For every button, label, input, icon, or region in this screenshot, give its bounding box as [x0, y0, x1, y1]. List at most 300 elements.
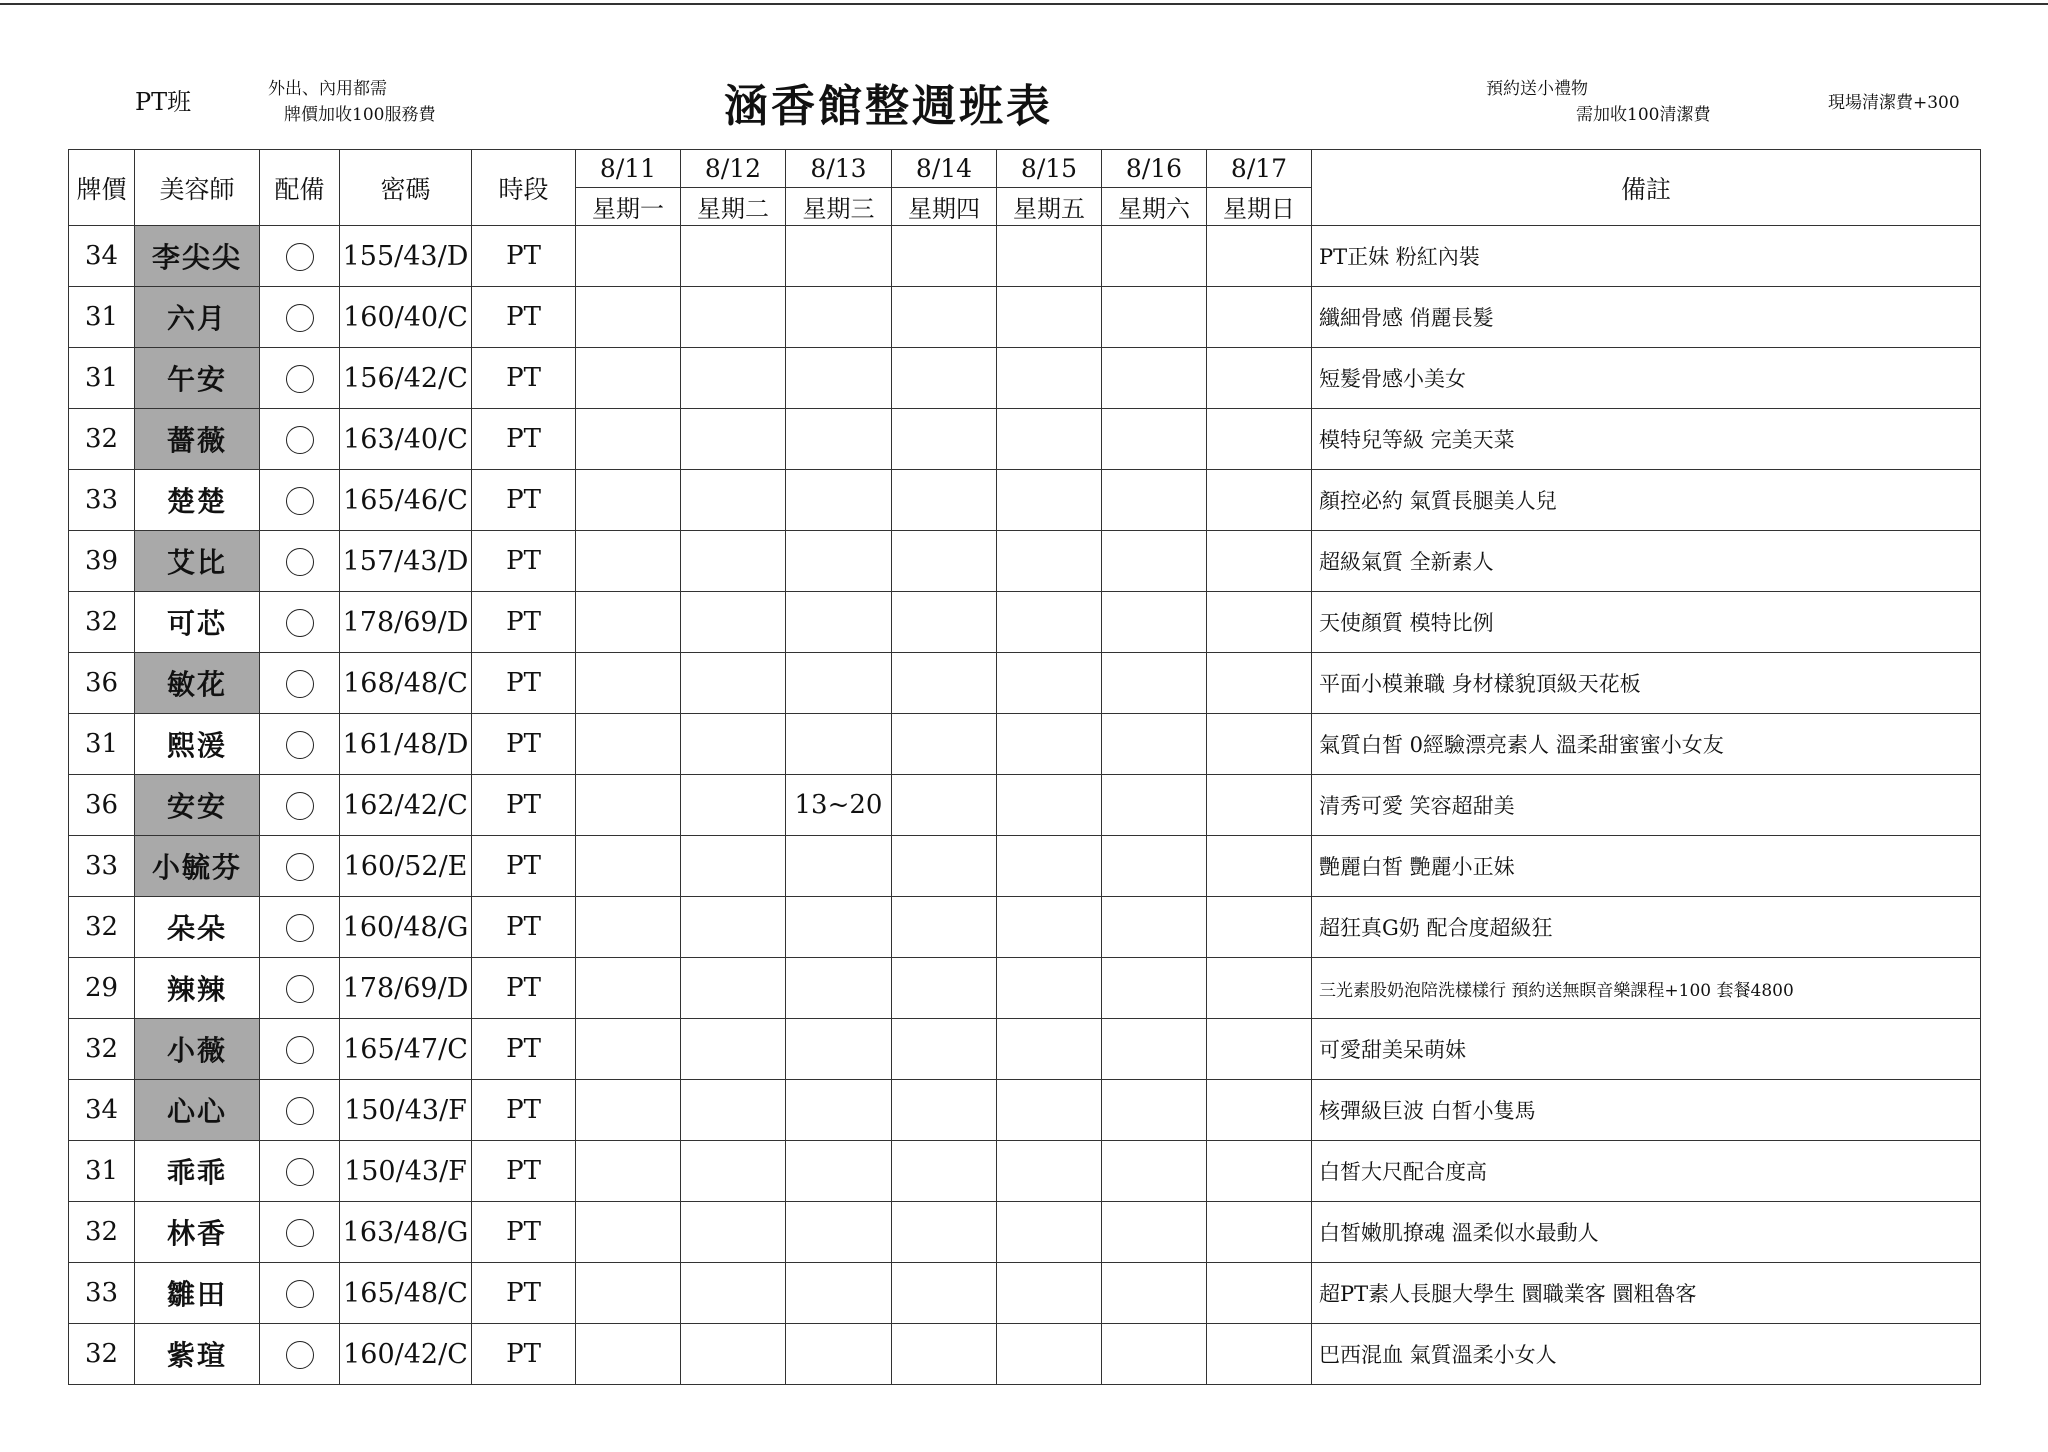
table-row [69, 1202, 1981, 1263]
beautician-name-cell: 紫瑄 [135, 1324, 260, 1385]
col-header-weekday: 星期三 [786, 188, 892, 226]
circle-mark-icon [286, 1219, 314, 1247]
day-schedule-cell [786, 409, 892, 470]
beautician-name-cell: 可芯 [135, 592, 260, 653]
day-schedule-cell [1102, 348, 1207, 409]
col-header-remarks: 備註 [1312, 150, 1981, 226]
circle-mark-icon [286, 365, 314, 393]
remark-cell: 艷麗白皙 艷麗小正妹 [1312, 836, 1981, 897]
circle-mark-icon [286, 1280, 314, 1308]
price-cell: 32 [69, 897, 135, 958]
price-cell: 33 [69, 1263, 135, 1324]
beautician-name-cell: 楚楚 [135, 470, 260, 531]
day-schedule-cell [892, 531, 997, 592]
day-schedule-cell [576, 1263, 681, 1324]
weekly-schedule-table [68, 149, 1981, 1385]
day-schedule-cell [892, 348, 997, 409]
day-schedule-cell [892, 897, 997, 958]
table-row [69, 1080, 1981, 1141]
day-schedule-cell [681, 470, 786, 531]
remark-cell: 超級氣質 全新素人 [1312, 531, 1981, 592]
day-schedule-cell [576, 470, 681, 531]
day-schedule-cell [576, 226, 681, 287]
day-schedule-cell [681, 409, 786, 470]
day-schedule-cell [576, 348, 681, 409]
period-cell: PT [472, 1324, 576, 1385]
day-schedule-cell [681, 1202, 786, 1263]
equip-cell [260, 836, 340, 897]
col-header-period: 時段 [472, 150, 576, 226]
circle-mark-icon [286, 243, 314, 271]
day-schedule-cell [1207, 775, 1312, 836]
remark-cell: 平面小模兼職 身材樣貌頂級天花板 [1312, 653, 1981, 714]
day-schedule-cell [892, 470, 997, 531]
day-schedule-cell [1102, 592, 1207, 653]
remark-cell: 顏控必約 氣質長腿美人兒 [1312, 470, 1981, 531]
day-schedule-cell [1102, 409, 1207, 470]
password-cell: 178/69/D [340, 592, 472, 653]
day-schedule-cell [892, 775, 997, 836]
day-schedule-cell [786, 531, 892, 592]
table-row [69, 226, 1981, 287]
table-row [69, 348, 1981, 409]
day-schedule-cell [786, 470, 892, 531]
remark-cell: 短髮骨感小美女 [1312, 348, 1981, 409]
day-schedule-cell [1207, 226, 1312, 287]
day-schedule-cell [997, 1263, 1102, 1324]
day-schedule-cell [892, 226, 997, 287]
password-cell: 178/69/D [340, 958, 472, 1019]
service-fee-note-line2: 牌價加收100服務費 [284, 105, 436, 125]
day-schedule-cell [786, 348, 892, 409]
password-cell: 161/48/D [340, 714, 472, 775]
equip-cell [260, 592, 340, 653]
table-row [69, 287, 1981, 348]
day-schedule-cell [1102, 1141, 1207, 1202]
day-schedule-cell [997, 775, 1102, 836]
period-cell: PT [472, 470, 576, 531]
beautician-name-cell: 李尖尖 [135, 226, 260, 287]
day-schedule-cell [997, 226, 1102, 287]
day-schedule-cell [1102, 897, 1207, 958]
table-row [69, 958, 1981, 1019]
circle-mark-icon [286, 1341, 314, 1369]
table-row [69, 775, 1981, 836]
day-schedule-cell [997, 592, 1102, 653]
period-cell: PT [472, 1080, 576, 1141]
equip-cell [260, 287, 340, 348]
table-row [69, 409, 1981, 470]
circle-mark-icon [286, 975, 314, 1003]
price-cell: 36 [69, 775, 135, 836]
equip-cell [260, 1019, 340, 1080]
day-schedule-cell [1102, 1019, 1207, 1080]
day-schedule-cell [1102, 653, 1207, 714]
day-schedule-cell [681, 287, 786, 348]
day-schedule-cell [681, 714, 786, 775]
circle-mark-icon [286, 914, 314, 942]
day-schedule-cell [892, 1324, 997, 1385]
table-row [69, 714, 1981, 775]
price-cell: 39 [69, 531, 135, 592]
col-header-equip: 配備 [260, 150, 340, 226]
day-schedule-cell [1102, 226, 1207, 287]
beautician-name-cell: 午安 [135, 348, 260, 409]
beautician-name-cell: 敏花 [135, 653, 260, 714]
remark-cell: 可愛甜美呆萌妹 [1312, 1019, 1981, 1080]
col-header-date: 8/17 [1207, 150, 1312, 188]
remark-cell: 核彈級巨波 白皙小隻馬 [1312, 1080, 1981, 1141]
schedule-body [69, 226, 1981, 1385]
day-schedule-cell [1207, 653, 1312, 714]
table-row [69, 531, 1981, 592]
password-cell: 157/43/D [340, 531, 472, 592]
day-schedule-cell [786, 1019, 892, 1080]
day-schedule-cell [997, 714, 1102, 775]
price-cell: 34 [69, 1080, 135, 1141]
day-schedule-cell [681, 897, 786, 958]
beautician-name-cell: 乖乖 [135, 1141, 260, 1202]
price-cell: 36 [69, 653, 135, 714]
day-schedule-cell [786, 592, 892, 653]
day-schedule-cell [1102, 775, 1207, 836]
circle-mark-icon [286, 731, 314, 759]
beautician-name-cell: 心心 [135, 1080, 260, 1141]
circle-mark-icon [286, 1036, 314, 1064]
remark-cell: 氣質白皙 0經驗漂亮素人 溫柔甜蜜蜜小女友 [1312, 714, 1981, 775]
table-row [69, 653, 1981, 714]
day-schedule-cell [576, 1080, 681, 1141]
day-schedule-cell [576, 592, 681, 653]
period-cell: PT [472, 531, 576, 592]
day-schedule-cell [576, 958, 681, 1019]
day-schedule-cell [576, 897, 681, 958]
day-schedule-cell [576, 287, 681, 348]
beautician-name-cell: 雛田 [135, 1263, 260, 1324]
day-schedule-cell [1207, 531, 1312, 592]
header-row-dates [69, 150, 1981, 188]
beautician-name-cell: 熙湲 [135, 714, 260, 775]
cleaning-fee-note: 現場清潔費+300 [1828, 93, 1960, 113]
day-schedule-cell [892, 653, 997, 714]
password-cell: 162/42/C [340, 775, 472, 836]
day-schedule-cell [681, 531, 786, 592]
equip-cell [260, 1141, 340, 1202]
day-schedule-cell [681, 348, 786, 409]
period-cell: PT [472, 836, 576, 897]
circle-mark-icon [286, 853, 314, 881]
equip-cell [260, 226, 340, 287]
day-schedule-cell [892, 1263, 997, 1324]
class-label: PT班 [135, 88, 192, 116]
day-schedule-cell [786, 226, 892, 287]
day-schedule-cell [1207, 714, 1312, 775]
beautician-name-cell: 小毓芬 [135, 836, 260, 897]
circle-mark-icon [286, 304, 314, 332]
equip-cell [260, 775, 340, 836]
password-cell: 168/48/C [340, 653, 472, 714]
day-schedule-cell [997, 1324, 1102, 1385]
price-cell: 33 [69, 470, 135, 531]
day-schedule-cell [1102, 1202, 1207, 1263]
price-cell: 31 [69, 714, 135, 775]
day-schedule-cell [786, 1202, 892, 1263]
day-schedule-cell [681, 1141, 786, 1202]
day-schedule-cell [892, 1141, 997, 1202]
circle-mark-icon [286, 426, 314, 454]
day-schedule-cell [892, 1080, 997, 1141]
day-schedule-cell [1207, 348, 1312, 409]
day-schedule-cell [1207, 1263, 1312, 1324]
col-header-date: 8/11 [576, 150, 681, 188]
price-cell: 34 [69, 226, 135, 287]
day-schedule-cell [892, 409, 997, 470]
password-cell: 165/48/C [340, 1263, 472, 1324]
remark-cell: 白皙嫩肌撩魂 溫柔似水最動人 [1312, 1202, 1981, 1263]
page-title: 涵香館整週班表 [724, 81, 1053, 132]
password-cell: 155/43/D [340, 226, 472, 287]
day-schedule-cell [576, 531, 681, 592]
day-schedule-cell [786, 1080, 892, 1141]
circle-mark-icon [286, 670, 314, 698]
remark-cell: 清秀可愛 笑容超甜美 [1312, 775, 1981, 836]
price-cell: 32 [69, 592, 135, 653]
day-schedule-cell [1102, 470, 1207, 531]
day-schedule-cell [576, 836, 681, 897]
col-header-weekday: 星期一 [576, 188, 681, 226]
period-cell: PT [472, 714, 576, 775]
col-header-price: 牌價 [69, 150, 135, 226]
circle-mark-icon [286, 1158, 314, 1186]
day-schedule-cell [1102, 1263, 1207, 1324]
day-schedule-cell [1102, 714, 1207, 775]
day-schedule-cell [681, 653, 786, 714]
remark-cell: 超狂真G奶 配合度超級狂 [1312, 897, 1981, 958]
price-cell: 31 [69, 287, 135, 348]
price-cell: 32 [69, 1019, 135, 1080]
day-schedule-cell [1207, 1019, 1312, 1080]
day-schedule-cell: 13~20 [786, 775, 892, 836]
price-cell: 31 [69, 348, 135, 409]
beautician-name-cell: 安安 [135, 775, 260, 836]
col-header-date: 8/14 [892, 150, 997, 188]
password-cell: 156/42/C [340, 348, 472, 409]
day-schedule-cell [997, 409, 1102, 470]
day-schedule-cell [681, 592, 786, 653]
circle-mark-icon [286, 1097, 314, 1125]
day-schedule-cell [786, 714, 892, 775]
period-cell: PT [472, 897, 576, 958]
day-schedule-cell [997, 1202, 1102, 1263]
day-schedule-cell [997, 897, 1102, 958]
table-row [69, 470, 1981, 531]
beautician-name-cell: 艾比 [135, 531, 260, 592]
day-schedule-cell [681, 1324, 786, 1385]
day-schedule-cell [1102, 1324, 1207, 1385]
password-cell: 163/48/G [340, 1202, 472, 1263]
day-schedule-cell [1207, 897, 1312, 958]
day-schedule-cell [576, 1019, 681, 1080]
table-row [69, 1019, 1981, 1080]
day-schedule-cell [576, 775, 681, 836]
col-header-date: 8/16 [1102, 150, 1207, 188]
day-schedule-cell [786, 1263, 892, 1324]
day-schedule-cell [786, 287, 892, 348]
beautician-name-cell: 薔薇 [135, 409, 260, 470]
day-schedule-cell [786, 958, 892, 1019]
day-schedule-cell [892, 592, 997, 653]
remark-cell: 纖細骨感 俏麗長髮 [1312, 287, 1981, 348]
equip-cell [260, 714, 340, 775]
password-cell: 150/43/F [340, 1080, 472, 1141]
day-schedule-cell [997, 287, 1102, 348]
day-schedule-cell [997, 470, 1102, 531]
col-header-weekday: 星期日 [1207, 188, 1312, 226]
period-cell: PT [472, 592, 576, 653]
price-cell: 32 [69, 1324, 135, 1385]
day-schedule-cell [1207, 1324, 1312, 1385]
day-schedule-cell [1102, 958, 1207, 1019]
password-cell: 160/42/C [340, 1324, 472, 1385]
beautician-name-cell: 朵朵 [135, 897, 260, 958]
equip-cell [260, 1324, 340, 1385]
day-schedule-cell [997, 531, 1102, 592]
day-schedule-cell [892, 836, 997, 897]
day-schedule-cell [1102, 836, 1207, 897]
price-cell: 31 [69, 1141, 135, 1202]
day-schedule-cell [576, 409, 681, 470]
equip-cell [260, 1263, 340, 1324]
day-schedule-cell [892, 287, 997, 348]
password-cell: 165/47/C [340, 1019, 472, 1080]
day-schedule-cell [1207, 836, 1312, 897]
day-schedule-cell [1207, 958, 1312, 1019]
day-schedule-cell [892, 714, 997, 775]
service-fee-note-line1: 外出、內用都需 [268, 79, 387, 99]
col-header-weekday: 星期四 [892, 188, 997, 226]
table-row [69, 1324, 1981, 1385]
day-schedule-cell [576, 1141, 681, 1202]
remark-cell: 超PT素人長腿大學生 圜職業客 圜粗魯客 [1312, 1263, 1981, 1324]
price-cell: 32 [69, 409, 135, 470]
circle-mark-icon [286, 548, 314, 576]
day-schedule-cell [1207, 1080, 1312, 1141]
day-schedule-cell [1207, 470, 1312, 531]
col-header-weekday: 星期五 [997, 188, 1102, 226]
circle-mark-icon [286, 792, 314, 820]
period-cell: PT [472, 409, 576, 470]
remark-cell: 天使顏質 模特比例 [1312, 592, 1981, 653]
equip-cell [260, 958, 340, 1019]
period-cell: PT [472, 775, 576, 836]
period-cell: PT [472, 287, 576, 348]
day-schedule-cell [997, 958, 1102, 1019]
day-schedule-cell [576, 653, 681, 714]
day-schedule-cell [786, 1324, 892, 1385]
equip-cell [260, 1202, 340, 1263]
price-cell: 33 [69, 836, 135, 897]
day-schedule-cell [681, 1019, 786, 1080]
beautician-name-cell: 林香 [135, 1202, 260, 1263]
day-schedule-cell [997, 348, 1102, 409]
day-schedule-cell [786, 653, 892, 714]
beautician-name-cell: 小薇 [135, 1019, 260, 1080]
day-schedule-cell [1207, 409, 1312, 470]
remark-cell: 模特兒等級 完美天菜 [1312, 409, 1981, 470]
reservation-note-line1: 預約送小禮物 [1486, 79, 1588, 99]
day-schedule-cell [892, 958, 997, 1019]
equip-cell [260, 470, 340, 531]
remark-cell: 白皙大尺配合度高 [1312, 1141, 1981, 1202]
col-header-date: 8/15 [997, 150, 1102, 188]
col-header-date: 8/12 [681, 150, 786, 188]
day-schedule-cell [997, 653, 1102, 714]
day-schedule-cell [576, 1324, 681, 1385]
day-schedule-cell [681, 1080, 786, 1141]
period-cell: PT [472, 1019, 576, 1080]
remark-cell: PT正妹 粉紅內裝 [1312, 226, 1981, 287]
day-schedule-cell [1102, 531, 1207, 592]
day-schedule-cell [892, 1019, 997, 1080]
equip-cell [260, 897, 340, 958]
day-schedule-cell [997, 1141, 1102, 1202]
table-row [69, 1141, 1981, 1202]
period-cell: PT [472, 1141, 576, 1202]
circle-mark-icon [286, 609, 314, 637]
day-schedule-cell [681, 226, 786, 287]
equip-cell [260, 653, 340, 714]
equip-cell [260, 1080, 340, 1141]
day-schedule-cell [681, 1263, 786, 1324]
day-schedule-cell [681, 775, 786, 836]
period-cell: PT [472, 653, 576, 714]
period-cell: PT [472, 1263, 576, 1324]
beautician-name-cell: 辣辣 [135, 958, 260, 1019]
col-header-date: 8/13 [786, 150, 892, 188]
day-schedule-cell [786, 897, 892, 958]
day-schedule-cell [576, 1202, 681, 1263]
col-header-weekday: 星期六 [1102, 188, 1207, 226]
password-cell: 165/46/C [340, 470, 472, 531]
table-row [69, 592, 1981, 653]
period-cell: PT [472, 958, 576, 1019]
day-schedule-cell [786, 1141, 892, 1202]
table-row [69, 836, 1981, 897]
period-cell: PT [472, 226, 576, 287]
day-schedule-cell [997, 1019, 1102, 1080]
password-cell: 160/40/C [340, 287, 472, 348]
period-cell: PT [472, 1202, 576, 1263]
day-schedule-cell [681, 836, 786, 897]
day-schedule-cell [1207, 1141, 1312, 1202]
table-row [69, 897, 1981, 958]
day-schedule-cell [786, 836, 892, 897]
day-schedule-cell [892, 1202, 997, 1263]
top-rule [0, 3, 2048, 5]
beautician-name-cell: 六月 [135, 287, 260, 348]
col-header-beautician: 美容師 [135, 150, 260, 226]
col-header-password: 密碼 [340, 150, 472, 226]
equip-cell [260, 348, 340, 409]
period-cell: PT [472, 348, 576, 409]
day-schedule-cell [1102, 1080, 1207, 1141]
equip-cell [260, 409, 340, 470]
password-cell: 163/40/C [340, 409, 472, 470]
remark-cell: 巴西混血 氣質溫柔小女人 [1312, 1324, 1981, 1385]
reservation-note-line2: 需加收100清潔費 [1576, 105, 1711, 125]
remark-cell: 三光素股奶泡陪洗樣樣行 預約送無瞑音樂課程+100 套餐4800 [1312, 958, 1981, 1019]
day-schedule-cell [997, 836, 1102, 897]
